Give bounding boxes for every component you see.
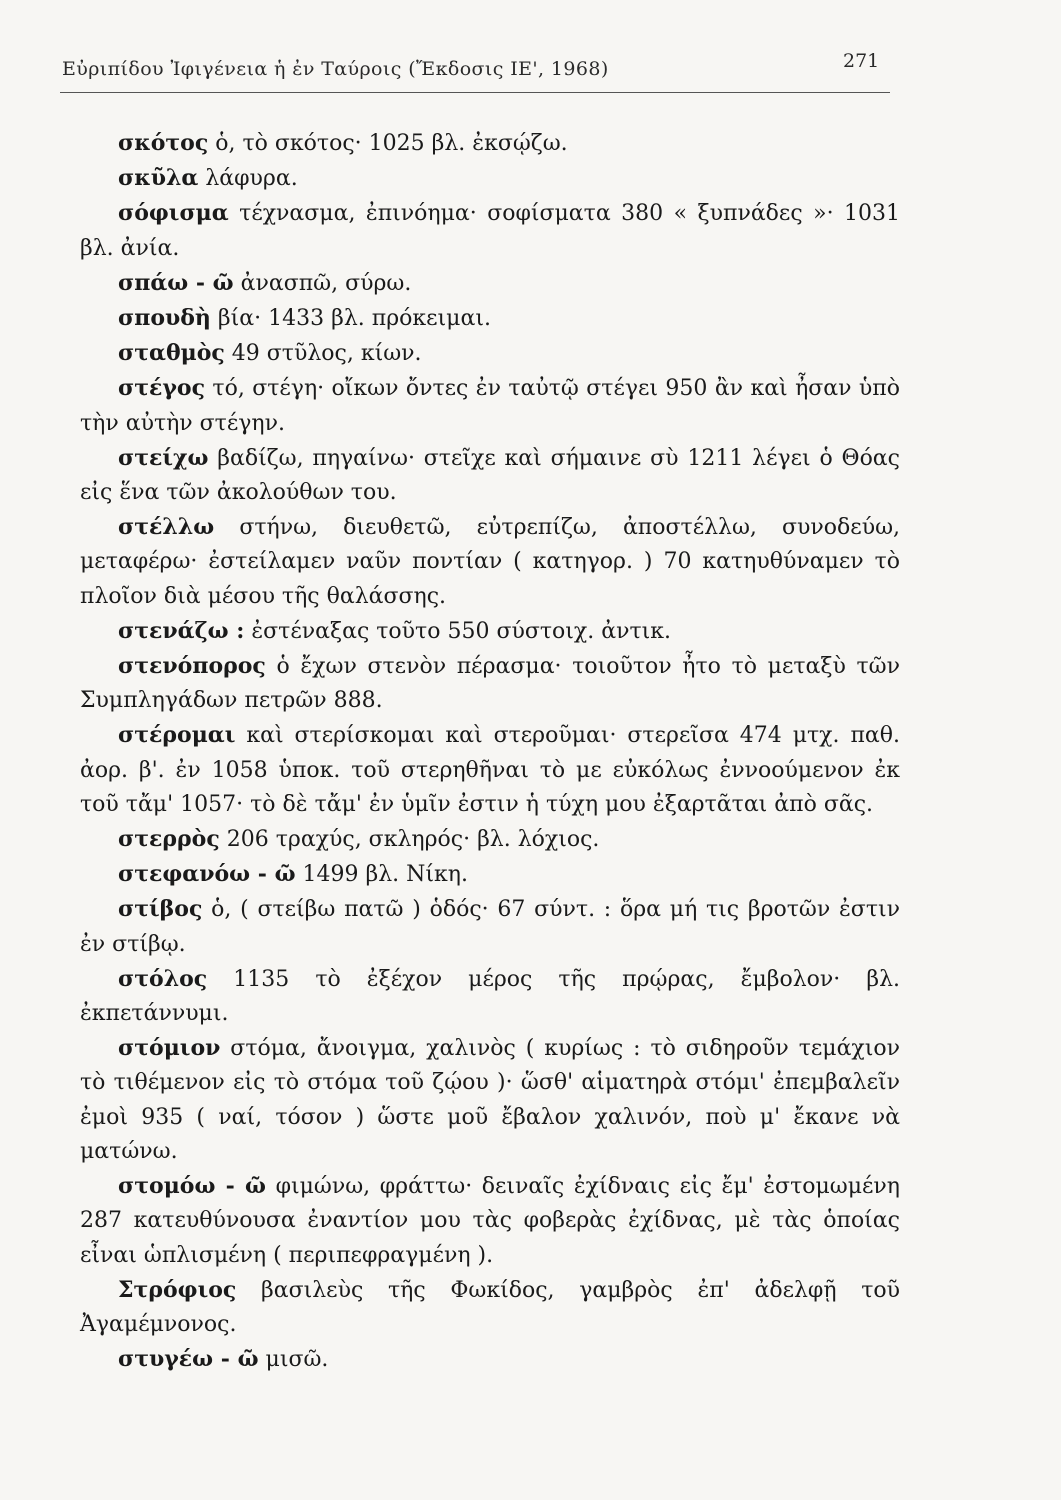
- glossary-entry: [80, 196, 900, 265]
- entry-definition: βασιλεὺς τῆς Φωκίδος, γαμβρὸς ἐπ' ἀδελφῇ τοῦ Ἀγαμέμνονος.: [80, 1277, 900, 1337]
- entry-definition: βαδίζω, πηγαίνω· στεῖχε καὶ σήμαινε σὺ 1211 λέγει ὁ Θόας εἰς ἕνα τῶν ἀκολούθων του.: [80, 445, 900, 506]
- glossary-entries: [80, 126, 900, 1377]
- page-number: 271: [843, 50, 880, 72]
- entry-headword: Στρόφιος: [118, 1276, 237, 1303]
- entry-definition: ἐστέναξας τοῦτο 550 σύστοιχ. ἀντικ.: [244, 618, 671, 644]
- glossary-entry: [80, 962, 900, 1031]
- glossary-entry: [80, 266, 900, 301]
- entry-headword: σταθμὸς: [118, 340, 225, 367]
- entry-headword: σπουδὴ: [118, 305, 211, 332]
- entry-headword: στεφανόω - ῶ: [118, 861, 296, 888]
- entry-headword: στέρομαι: [118, 722, 236, 749]
- glossary-entry: [80, 301, 900, 336]
- glossary-entry: [80, 1342, 900, 1377]
- entry-definition: ὁ ἔχων στενὸν πέρασμα· τοιοῦτον ἦτο τὸ μεταξὺ τῶν Συμπληγάδων πετρῶν 888.: [80, 654, 900, 714]
- glossary-entry: [80, 441, 900, 510]
- entry-definition: μισῶ.: [258, 1347, 329, 1373]
- glossary-entry: [80, 161, 900, 196]
- entry-headword: στενάζω :: [118, 617, 245, 644]
- entry-headword: στέλλω: [118, 514, 215, 541]
- glossary-entry: [80, 614, 900, 649]
- glossary-entry: [80, 126, 900, 161]
- glossary-entry: [80, 1031, 900, 1169]
- entry-headword: στερρὸς: [118, 826, 220, 853]
- entry-definition: βία· 1433 βλ. πρόκειμαι.: [210, 306, 491, 332]
- glossary-entry: [80, 371, 900, 440]
- entry-definition: ὁ, τὸ σκότος· 1025 βλ. ἐκσῴζω.: [208, 131, 568, 156]
- entry-headword: στόλος: [118, 965, 208, 992]
- entry-headword: σόφισμα: [118, 200, 229, 227]
- glossary-entry: [80, 649, 900, 718]
- entry-headword: στίβος: [118, 896, 203, 923]
- entry-headword: στείχω: [118, 444, 209, 471]
- entry-headword: στομόω - ῶ: [118, 1173, 266, 1200]
- glossary-entry: [80, 857, 900, 892]
- glossary-entry: [80, 336, 900, 371]
- entry-headword: στυγέω - ῶ: [118, 1346, 259, 1373]
- entry-headword: σπάω - ῶ: [118, 269, 234, 296]
- header-rule: [60, 92, 890, 93]
- entry-definition: καὶ στερίσκομαι καὶ στεροῦμαι· στερεῖσα 474 μτχ. παθ. ἀορ. β'. ἐν 1058 ὑποκ. τοῦ στερηθῆναι τὸ με εὐκόλως ἐννοούμενον ἐκ τοῦ τἄμ' 1057· τὸ δὲ τἄμ' ἐν ὑμῖν ἐστιν ἡ τύχη μου ἐξαρτᾶται ἀπὸ σᾶς.: [80, 723, 900, 817]
- glossary-entry: [80, 510, 900, 614]
- entry-headword: στόμιον: [118, 1035, 221, 1062]
- glossary-entry: [80, 892, 900, 961]
- entry-definition: φιμώνω, φράττω· δειναῖς ἐχίδναις εἰς ἔμ' ἐστομωμένη 287 κατευθύνουσα ἐναντίον μου τὰς φοβερὰς ἐχίδνας, μὲ τὰς ὁποίας εἶναι ὡπλισμένη ( περιπεφραγμένη ).: [80, 1174, 900, 1268]
- glossary-entry: [80, 1169, 900, 1273]
- entry-definition: 49 στῦλος, κίων.: [224, 341, 422, 367]
- entry-definition: στόμα, ἄνοιγμα, χαλινὸς ( κυρίως : τὸ σιδηροῦν τεμάχιον τὸ τιθέμενον εἰς τὸ στόμα τοῦ ζῴου )· ὥσθ' αἱματηρὰ στόμι' ἐπεμβαλεῖν ἐμοὶ 935 ( ναί, τόσον ) ὥστε μοῦ ἔβαλον χαλινόν, ποὺ μ' ἔκανε νὰ ματώνω.: [80, 1036, 900, 1164]
- entry-definition: 1499 βλ. Νίκη.: [295, 862, 468, 888]
- entry-definition: στήνω, διευθετῶ, εὐτρεπίζω, ἀποστέλλω, συνοδεύω, μεταφέρω· ἐστείλαμεν ναῦν ποντίαν ( κατηγορ. ) 70 κατηυθύναμεν τὸ πλοῖον διὰ μέσου τῆς θαλάσσης.: [80, 515, 900, 609]
- glossary-entry: [80, 1273, 900, 1342]
- entry-definition: 1135 τὸ ἐξέχον μέρος τῆς πρῴρας, ἔμβολον· βλ. ἐκπετάννυμι.: [80, 966, 900, 1027]
- glossary-entry: [80, 718, 900, 822]
- entry-definition: λάφυρα.: [198, 166, 298, 192]
- entry-headword: σκῦλα: [118, 165, 199, 192]
- running-head: Εὐριπίδου Ἰφιγένεια ἡ ἐν Ταύροις (Ἔκδοσις ΙΕ', 1968): [62, 58, 609, 80]
- glossary-entry: [80, 822, 900, 857]
- entry-definition: ὁ, ( στείβω πατῶ ) ὁδός· 67 σύντ. : ὅρα μή τις βροτῶν ἐστιν ἐν στίβῳ.: [80, 897, 900, 957]
- entry-headword: στέγος: [118, 375, 205, 402]
- entry-definition: τέχνασμα, ἐπινόημα· σοφίσματα 380 « ξυπνάδες »· 1031 βλ. ἀνία.: [80, 201, 900, 261]
- entry-definition: τό, στέγη· οἴκων ὄντες ἐν ταὐτῷ στέγει 950 ἂν καὶ ἦσαν ὑπὸ τὴν αὐτὴν στέγην.: [80, 376, 900, 436]
- entry-definition: ἀνασπῶ, σύρω.: [233, 270, 412, 296]
- entry-headword: στενόπορος: [118, 653, 266, 680]
- entry-definition: 206 τραχύς, σκληρός· βλ. λόχιος.: [219, 827, 600, 853]
- entry-headword: σκότος: [118, 130, 209, 156]
